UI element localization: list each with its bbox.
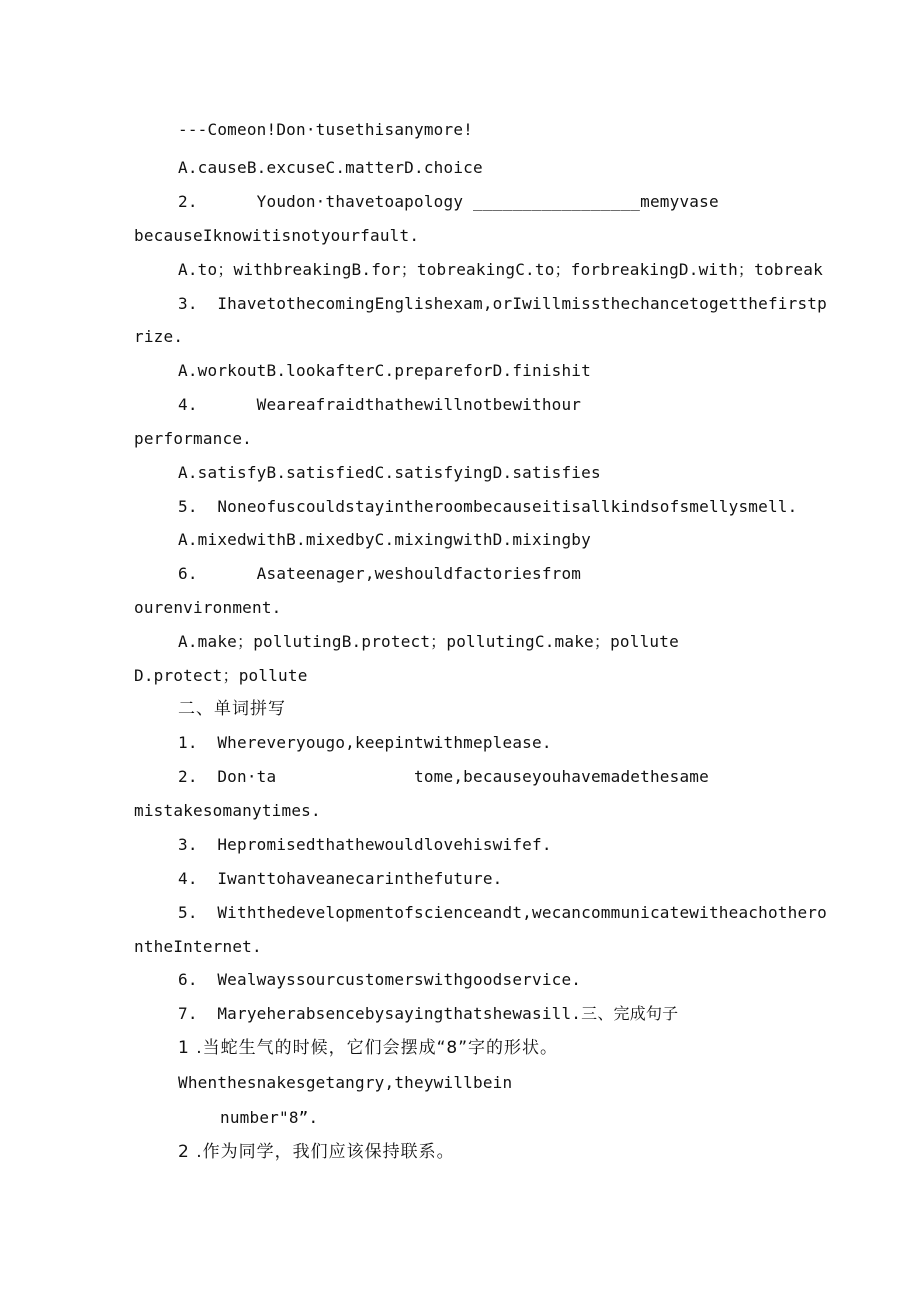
text-line: ntheInternet. (134, 937, 262, 956)
text-line: A.mixedwithB.mixedbyC.mixingwithD.mixingby (178, 530, 591, 549)
text-line: A.causeB.excuseC.matterD.choice (178, 158, 483, 177)
text-line: 1 .当蛇生气的时候，它们会摆成“8”字的形状。 (178, 1038, 559, 1058)
text-line: ourenvironment. (134, 598, 282, 617)
section-heading: 二、单词拼写 (178, 699, 286, 719)
text-line: A.make；pollutingB.protect；pollutingC.make；pollute (178, 632, 679, 651)
text-line: 5. Noneofuscouldstayintheroombecauseitisallkindsofsmellysmell. (178, 497, 798, 516)
text-line: becauseIknowitisnotyourfault. (134, 226, 420, 245)
text-line: Whenthesnakesgetangry,theywillbein (178, 1073, 513, 1092)
text-line: performance. (134, 429, 252, 448)
text-line: 2 .作为同学，我们应该保持联系。 (178, 1142, 455, 1162)
text-line: 7. Maryeherabsencebysayingthatshewasill.三、完成句子 (178, 1004, 679, 1023)
text-line: 5. Withthedevelopmentofscienceandt,wecancommunicatewitheachothero (178, 903, 827, 922)
text-line: number"8”. (220, 1108, 319, 1127)
text-line: 6. Asateenager,weshouldfactoriesfrom (178, 564, 582, 583)
text-line: A.satisfyB.satisfiedC.satisfyingD.satisfies (178, 463, 601, 482)
text-line: A.workoutB.lookafterC.prepareforD.finishit (178, 361, 591, 380)
text-line: ---Comeon!Don·tusethisanymore! (178, 120, 473, 139)
text-line: 6. Wealwayssourcustomerswithgoodservice. (178, 970, 582, 989)
text-line: 4. Weareafraidthathewillnotbewithour (178, 395, 582, 414)
text-line: 4. Iwanttohaveanecarinthefuture. (178, 869, 503, 888)
text-line: 1. Whereveryougo,keepintwithmeplease. (178, 733, 552, 752)
text-line: 3. IhavetothecomingEnglishexam,orIwillmissthechancetogetthefirstp (178, 294, 827, 313)
text-line: 2. Don·ta tome,becauseyouhavemadethesame (178, 767, 709, 786)
text-line: 2. Youdon·thavetoapology _________________memyvase (178, 192, 719, 211)
text-line: 3. Hepromisedthathewouldlovehiswifef. (178, 835, 552, 854)
text-line: A.to；withbreakingB.for；tobreakingC.to；forbreakingD.with；tobreak (178, 260, 823, 279)
text-line: D.protect；pollute (134, 666, 308, 685)
text-line: rize. (134, 327, 184, 346)
text-line: mistakesomanytimes. (134, 801, 321, 820)
